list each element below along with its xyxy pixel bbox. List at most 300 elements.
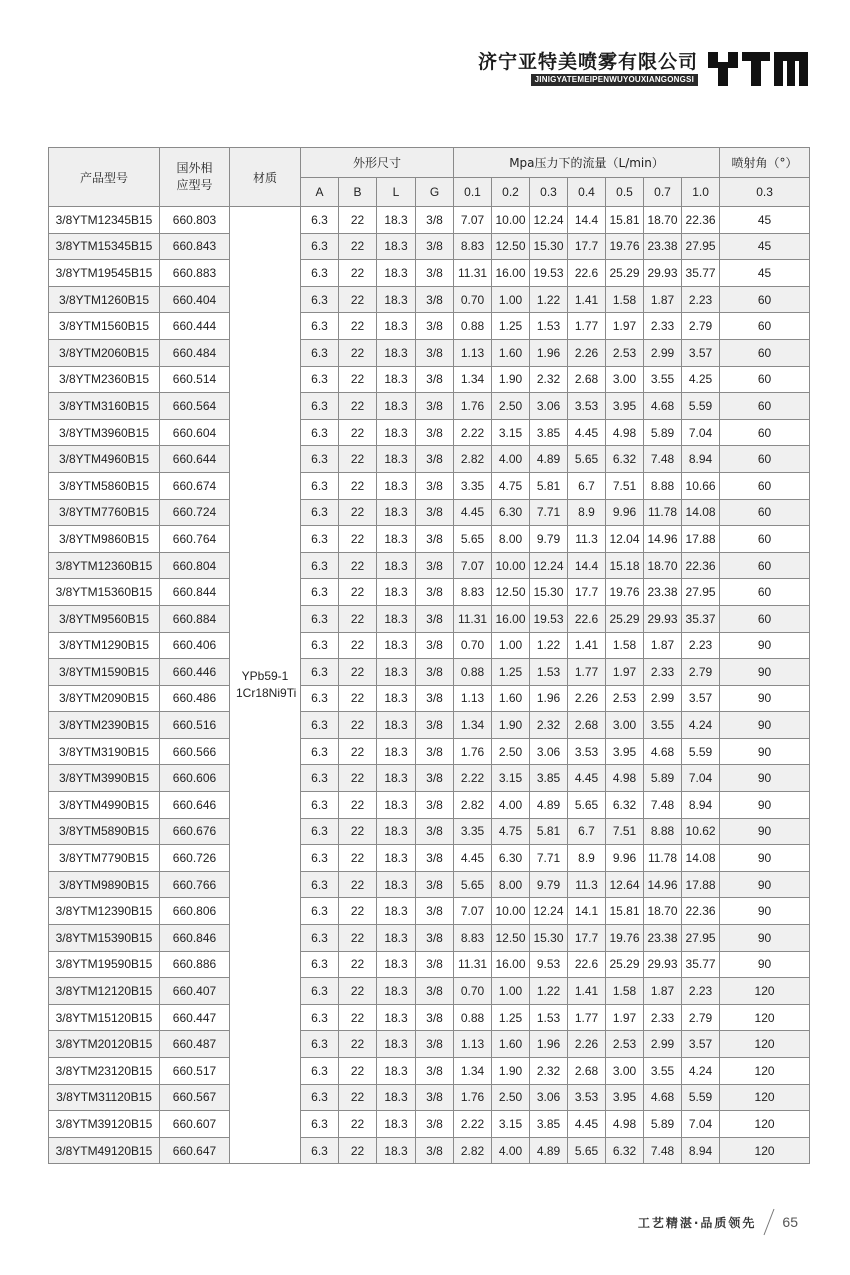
cell-flow: 2.26 bbox=[568, 1031, 606, 1058]
table-row bbox=[49, 260, 810, 287]
cell-foreign-model: 660.564 bbox=[160, 393, 230, 420]
cell-dim-l: 18.3 bbox=[377, 393, 416, 420]
cell-flow: 3.35 bbox=[454, 818, 492, 845]
cell-angle: 60 bbox=[720, 419, 810, 446]
cell-dim-b: 22 bbox=[339, 207, 377, 234]
cell-flow: 2.23 bbox=[682, 632, 720, 659]
cell-flow: 11.31 bbox=[454, 260, 492, 287]
cell-flow: 3.55 bbox=[644, 712, 682, 739]
cell-foreign-model: 660.676 bbox=[160, 818, 230, 845]
cell-flow: 15.81 bbox=[606, 207, 644, 234]
table-row bbox=[49, 1031, 810, 1058]
cell-dim-g: 3/8 bbox=[416, 792, 454, 819]
cell-dim-b: 22 bbox=[339, 260, 377, 287]
cell-flow: 9.53 bbox=[530, 951, 568, 978]
cell-flow: 8.9 bbox=[568, 845, 606, 872]
cell-flow: 7.48 bbox=[644, 1137, 682, 1164]
cell-dim-a: 6.3 bbox=[301, 1058, 339, 1085]
cell-dim-a: 6.3 bbox=[301, 632, 339, 659]
cell-dim-b: 22 bbox=[339, 818, 377, 845]
cell-dim-a: 6.3 bbox=[301, 978, 339, 1005]
cell-dim-a: 6.3 bbox=[301, 286, 339, 313]
cell-dim-a: 6.3 bbox=[301, 339, 339, 366]
cell-foreign-model: 660.644 bbox=[160, 446, 230, 473]
cell-flow: 3.15 bbox=[492, 765, 530, 792]
cell-dim-b: 22 bbox=[339, 845, 377, 872]
cell-flow: 3.53 bbox=[568, 738, 606, 765]
cell-flow: 1.00 bbox=[492, 632, 530, 659]
cell-flow: 22.36 bbox=[682, 207, 720, 234]
cell-flow: 10.00 bbox=[492, 552, 530, 579]
cell-flow: 4.25 bbox=[682, 366, 720, 393]
cell-flow: 2.33 bbox=[644, 313, 682, 340]
cell-flow: 14.4 bbox=[568, 207, 606, 234]
header-dim-l: L bbox=[377, 178, 416, 207]
cell-dim-b: 22 bbox=[339, 1084, 377, 1111]
cell-dim-l: 18.3 bbox=[377, 659, 416, 686]
cell-flow: 14.1 bbox=[568, 898, 606, 925]
cell-flow: 1.97 bbox=[606, 659, 644, 686]
cell-flow: 1.53 bbox=[530, 313, 568, 340]
cell-dim-l: 18.3 bbox=[377, 712, 416, 739]
table-row bbox=[49, 871, 810, 898]
cell-dim-a: 6.3 bbox=[301, 366, 339, 393]
cell-model: 3/8YTM12120B15 bbox=[49, 978, 160, 1005]
cell-flow: 7.04 bbox=[682, 765, 720, 792]
cell-model: 3/8YTM12345B15 bbox=[49, 207, 160, 234]
cell-foreign-model: 660.724 bbox=[160, 499, 230, 526]
cell-dim-a: 6.3 bbox=[301, 818, 339, 845]
cell-angle: 90 bbox=[720, 818, 810, 845]
cell-flow: 1.13 bbox=[454, 1031, 492, 1058]
cell-flow: 12.64 bbox=[606, 871, 644, 898]
cell-dim-g: 3/8 bbox=[416, 472, 454, 499]
cell-angle: 90 bbox=[720, 659, 810, 686]
table-row bbox=[49, 738, 810, 765]
table-row bbox=[49, 605, 810, 632]
cell-foreign-model: 660.566 bbox=[160, 738, 230, 765]
cell-dim-l: 18.3 bbox=[377, 1058, 416, 1085]
cell-flow: 1.41 bbox=[568, 286, 606, 313]
cell-flow: 2.50 bbox=[492, 1084, 530, 1111]
cell-flow: 5.59 bbox=[682, 393, 720, 420]
page-number: 65 bbox=[782, 1214, 798, 1230]
cell-flow: 19.53 bbox=[530, 605, 568, 632]
cell-flow: 5.65 bbox=[454, 871, 492, 898]
cell-dim-b: 22 bbox=[339, 393, 377, 420]
cell-flow: 9.79 bbox=[530, 871, 568, 898]
cell-flow: 3.57 bbox=[682, 339, 720, 366]
cell-dim-g: 3/8 bbox=[416, 526, 454, 553]
cell-flow: 3.00 bbox=[606, 1058, 644, 1085]
cell-flow: 9.96 bbox=[606, 845, 644, 872]
cell-model: 3/8YTM4990B15 bbox=[49, 792, 160, 819]
ytm-logo bbox=[706, 50, 810, 88]
cell-flow: 4.24 bbox=[682, 712, 720, 739]
cell-flow: 27.95 bbox=[682, 579, 720, 606]
cell-flow: 8.9 bbox=[568, 499, 606, 526]
cell-dim-g: 3/8 bbox=[416, 765, 454, 792]
cell-model: 3/8YTM5860B15 bbox=[49, 472, 160, 499]
cell-dim-a: 6.3 bbox=[301, 1111, 339, 1138]
cell-dim-l: 18.3 bbox=[377, 1084, 416, 1111]
cell-flow: 9.96 bbox=[606, 499, 644, 526]
cell-flow: 6.7 bbox=[568, 818, 606, 845]
table-row bbox=[49, 339, 810, 366]
cell-dim-b: 22 bbox=[339, 446, 377, 473]
cell-flow: 2.50 bbox=[492, 738, 530, 765]
cell-flow: 5.89 bbox=[644, 1111, 682, 1138]
cell-foreign-model: 660.646 bbox=[160, 792, 230, 819]
cell-flow: 15.18 bbox=[606, 552, 644, 579]
cell-angle: 60 bbox=[720, 366, 810, 393]
cell-flow: 3.53 bbox=[568, 393, 606, 420]
cell-flow: 1.13 bbox=[454, 685, 492, 712]
cell-flow: 4.68 bbox=[644, 1084, 682, 1111]
table-row bbox=[49, 659, 810, 686]
cell-flow: 8.94 bbox=[682, 446, 720, 473]
cell-flow: 4.68 bbox=[644, 393, 682, 420]
cell-dim-a: 6.3 bbox=[301, 207, 339, 234]
cell-flow: 19.76 bbox=[606, 233, 644, 260]
cell-dim-l: 18.3 bbox=[377, 632, 416, 659]
cell-flow: 16.00 bbox=[492, 260, 530, 287]
header-dim-a: A bbox=[301, 178, 339, 207]
page-header bbox=[478, 50, 810, 90]
cell-foreign-model: 660.567 bbox=[160, 1084, 230, 1111]
cell-flow: 4.45 bbox=[568, 1111, 606, 1138]
cell-foreign-model: 660.884 bbox=[160, 605, 230, 632]
cell-dim-l: 18.3 bbox=[377, 260, 416, 287]
cell-flow: 35.77 bbox=[682, 951, 720, 978]
cell-flow: 1.34 bbox=[454, 1058, 492, 1085]
cell-flow: 1.76 bbox=[454, 1084, 492, 1111]
cell-dim-a: 6.3 bbox=[301, 419, 339, 446]
cell-angle: 60 bbox=[720, 339, 810, 366]
cell-flow: 4.98 bbox=[606, 1111, 644, 1138]
table-row bbox=[49, 233, 810, 260]
cell-dim-g: 3/8 bbox=[416, 818, 454, 845]
cell-model: 3/8YTM15120B15 bbox=[49, 1004, 160, 1031]
cell-flow: 1.87 bbox=[644, 632, 682, 659]
table-row bbox=[49, 286, 810, 313]
header-pressure: 0.7 bbox=[644, 178, 682, 207]
cell-flow: 4.45 bbox=[568, 765, 606, 792]
cell-flow: 1.41 bbox=[568, 632, 606, 659]
cell-flow: 17.88 bbox=[682, 871, 720, 898]
cell-flow: 8.83 bbox=[454, 579, 492, 606]
cell-dim-g: 3/8 bbox=[416, 659, 454, 686]
cell-flow: 2.99 bbox=[644, 1031, 682, 1058]
cell-angle: 60 bbox=[720, 393, 810, 420]
cell-dim-l: 18.3 bbox=[377, 419, 416, 446]
cell-dim-a: 6.3 bbox=[301, 898, 339, 925]
table-row bbox=[49, 472, 810, 499]
cell-angle: 90 bbox=[720, 845, 810, 872]
cell-flow: 2.82 bbox=[454, 792, 492, 819]
cell-dim-g: 3/8 bbox=[416, 339, 454, 366]
cell-flow: 10.00 bbox=[492, 207, 530, 234]
cell-flow: 6.30 bbox=[492, 845, 530, 872]
cell-foreign-model: 660.846 bbox=[160, 925, 230, 952]
cell-flow: 7.71 bbox=[530, 845, 568, 872]
table-row bbox=[49, 499, 810, 526]
cell-dim-a: 6.3 bbox=[301, 738, 339, 765]
footer-slogan: 工艺精湛·品质领先 bbox=[637, 1215, 757, 1230]
cell-flow: 23.38 bbox=[644, 925, 682, 952]
cell-flow: 5.65 bbox=[454, 526, 492, 553]
header-pressure: 0.4 bbox=[568, 178, 606, 207]
cell-angle: 45 bbox=[720, 233, 810, 260]
cell-flow: 11.31 bbox=[454, 605, 492, 632]
cell-angle: 60 bbox=[720, 526, 810, 553]
cell-flow: 1.90 bbox=[492, 712, 530, 739]
cell-flow: 4.45 bbox=[568, 419, 606, 446]
cell-foreign-model: 660.516 bbox=[160, 712, 230, 739]
cell-flow: 17.7 bbox=[568, 233, 606, 260]
cell-flow: 27.95 bbox=[682, 925, 720, 952]
cell-dim-g: 3/8 bbox=[416, 738, 454, 765]
cell-flow: 12.04 bbox=[606, 526, 644, 553]
cell-flow: 3.85 bbox=[530, 765, 568, 792]
cell-dim-l: 18.3 bbox=[377, 233, 416, 260]
cell-flow: 1.25 bbox=[492, 313, 530, 340]
cell-foreign-model: 660.404 bbox=[160, 286, 230, 313]
cell-angle: 120 bbox=[720, 1137, 810, 1164]
cell-dim-a: 6.3 bbox=[301, 552, 339, 579]
cell-angle: 120 bbox=[720, 1004, 810, 1031]
cell-flow: 1.90 bbox=[492, 1058, 530, 1085]
cell-flow: 18.70 bbox=[644, 898, 682, 925]
cell-foreign-model: 660.844 bbox=[160, 579, 230, 606]
cell-dim-g: 3/8 bbox=[416, 685, 454, 712]
cell-flow: 1.76 bbox=[454, 393, 492, 420]
cell-flow: 1.13 bbox=[454, 339, 492, 366]
cell-flow: 11.78 bbox=[644, 499, 682, 526]
cell-dim-g: 3/8 bbox=[416, 579, 454, 606]
cell-flow: 0.88 bbox=[454, 1004, 492, 1031]
cell-dim-a: 6.3 bbox=[301, 260, 339, 287]
table-row bbox=[49, 1111, 810, 1138]
cell-dim-l: 18.3 bbox=[377, 685, 416, 712]
cell-dim-a: 6.3 bbox=[301, 499, 339, 526]
cell-model: 3/8YTM2360B15 bbox=[49, 366, 160, 393]
cell-flow: 1.76 bbox=[454, 738, 492, 765]
cell-flow: 2.82 bbox=[454, 1137, 492, 1164]
cell-flow: 4.45 bbox=[454, 499, 492, 526]
cell-dim-a: 6.3 bbox=[301, 712, 339, 739]
cell-flow: 5.89 bbox=[644, 765, 682, 792]
cell-flow: 19.76 bbox=[606, 579, 644, 606]
cell-model: 3/8YTM1590B15 bbox=[49, 659, 160, 686]
cell-flow: 2.82 bbox=[454, 446, 492, 473]
header-material: 材质 bbox=[230, 148, 301, 207]
cell-flow: 4.45 bbox=[454, 845, 492, 872]
cell-foreign-model: 660.726 bbox=[160, 845, 230, 872]
cell-dim-l: 18.3 bbox=[377, 605, 416, 632]
cell-foreign-model: 660.766 bbox=[160, 871, 230, 898]
cell-flow: 1.22 bbox=[530, 632, 568, 659]
cell-flow: 2.79 bbox=[682, 659, 720, 686]
cell-dim-b: 22 bbox=[339, 1004, 377, 1031]
cell-foreign-model: 660.607 bbox=[160, 1111, 230, 1138]
cell-flow: 3.00 bbox=[606, 366, 644, 393]
header-pressure: 0.3 bbox=[530, 178, 568, 207]
cell-model: 3/8YTM3190B15 bbox=[49, 738, 160, 765]
cell-flow: 3.55 bbox=[644, 366, 682, 393]
cell-dim-l: 18.3 bbox=[377, 898, 416, 925]
cell-flow: 17.88 bbox=[682, 526, 720, 553]
divider-slash-icon bbox=[762, 1207, 776, 1237]
header-angle: 喷射角（°） bbox=[720, 148, 810, 178]
cell-flow: 2.26 bbox=[568, 339, 606, 366]
cell-dim-b: 22 bbox=[339, 792, 377, 819]
cell-dim-l: 18.3 bbox=[377, 925, 416, 952]
header-model: 产品型号 bbox=[49, 148, 160, 207]
cell-flow: 2.32 bbox=[530, 366, 568, 393]
cell-dim-g: 3/8 bbox=[416, 207, 454, 234]
cell-flow: 15.81 bbox=[606, 898, 644, 925]
cell-flow: 1.90 bbox=[492, 366, 530, 393]
cell-flow: 0.88 bbox=[454, 659, 492, 686]
cell-flow: 1.00 bbox=[492, 978, 530, 1005]
cell-flow: 1.34 bbox=[454, 366, 492, 393]
cell-dim-g: 3/8 bbox=[416, 925, 454, 952]
cell-dim-g: 3/8 bbox=[416, 286, 454, 313]
cell-model: 3/8YTM20120B15 bbox=[49, 1031, 160, 1058]
cell-flow: 19.76 bbox=[606, 925, 644, 952]
cell-dim-l: 18.3 bbox=[377, 552, 416, 579]
cell-flow: 1.60 bbox=[492, 1031, 530, 1058]
cell-foreign-model: 660.514 bbox=[160, 366, 230, 393]
cell-material: YPb59-1 1Cr18Ni9Ti bbox=[230, 207, 301, 1164]
header-pressure: 1.0 bbox=[682, 178, 720, 207]
cell-dim-g: 3/8 bbox=[416, 1031, 454, 1058]
cell-flow: 1.97 bbox=[606, 1004, 644, 1031]
cell-flow: 6.32 bbox=[606, 1137, 644, 1164]
cell-flow: 7.48 bbox=[644, 792, 682, 819]
cell-flow: 23.38 bbox=[644, 233, 682, 260]
cell-flow: 1.58 bbox=[606, 978, 644, 1005]
cell-dim-b: 22 bbox=[339, 366, 377, 393]
cell-flow: 3.35 bbox=[454, 472, 492, 499]
cell-dim-l: 18.3 bbox=[377, 871, 416, 898]
cell-flow: 6.30 bbox=[492, 499, 530, 526]
cell-dim-b: 22 bbox=[339, 499, 377, 526]
cell-angle: 90 bbox=[720, 765, 810, 792]
cell-dim-g: 3/8 bbox=[416, 552, 454, 579]
cell-dim-g: 3/8 bbox=[416, 871, 454, 898]
spec-body bbox=[49, 207, 810, 1164]
cell-dim-a: 6.3 bbox=[301, 472, 339, 499]
cell-flow: 3.57 bbox=[682, 1031, 720, 1058]
cell-model: 3/8YTM9860B15 bbox=[49, 526, 160, 553]
table-row bbox=[49, 898, 810, 925]
cell-model: 3/8YTM3160B15 bbox=[49, 393, 160, 420]
cell-dim-g: 3/8 bbox=[416, 419, 454, 446]
cell-dim-a: 6.3 bbox=[301, 685, 339, 712]
cell-flow: 3.53 bbox=[568, 1084, 606, 1111]
cell-flow: 1.77 bbox=[568, 1004, 606, 1031]
table-row bbox=[49, 552, 810, 579]
cell-flow: 7.04 bbox=[682, 419, 720, 446]
cell-model: 3/8YTM1290B15 bbox=[49, 632, 160, 659]
cell-dim-a: 6.3 bbox=[301, 605, 339, 632]
cell-flow: 4.75 bbox=[492, 472, 530, 499]
cell-flow: 1.77 bbox=[568, 659, 606, 686]
company-name: 济宁亚特美喷雾有限公司 bbox=[477, 51, 698, 73]
cell-dim-l: 18.3 bbox=[377, 472, 416, 499]
cell-angle: 120 bbox=[720, 1111, 810, 1138]
cell-dim-b: 22 bbox=[339, 233, 377, 260]
cell-flow: 0.70 bbox=[454, 632, 492, 659]
cell-model: 3/8YTM31120B15 bbox=[49, 1084, 160, 1111]
cell-flow: 2.68 bbox=[568, 366, 606, 393]
cell-flow: 4.24 bbox=[682, 1058, 720, 1085]
cell-flow: 2.79 bbox=[682, 313, 720, 340]
cell-flow: 2.32 bbox=[530, 712, 568, 739]
cell-angle: 90 bbox=[720, 898, 810, 925]
cell-dim-l: 18.3 bbox=[377, 1031, 416, 1058]
cell-model: 3/8YTM12360B15 bbox=[49, 552, 160, 579]
cell-flow: 2.22 bbox=[454, 1111, 492, 1138]
cell-dim-b: 22 bbox=[339, 419, 377, 446]
cell-flow: 5.89 bbox=[644, 419, 682, 446]
cell-model: 3/8YTM2390B15 bbox=[49, 712, 160, 739]
cell-dim-l: 18.3 bbox=[377, 313, 416, 340]
cell-flow: 2.53 bbox=[606, 1031, 644, 1058]
cell-model: 3/8YTM15345B15 bbox=[49, 233, 160, 260]
cell-flow: 8.94 bbox=[682, 1137, 720, 1164]
header-pressure: 0.5 bbox=[606, 178, 644, 207]
cell-dim-b: 22 bbox=[339, 526, 377, 553]
cell-flow: 6.32 bbox=[606, 446, 644, 473]
cell-angle: 60 bbox=[720, 313, 810, 340]
cell-flow: 11.78 bbox=[644, 845, 682, 872]
cell-flow: 7.07 bbox=[454, 898, 492, 925]
header-foreign-model bbox=[160, 148, 230, 207]
cell-model: 3/8YTM3960B15 bbox=[49, 419, 160, 446]
cell-flow: 27.95 bbox=[682, 233, 720, 260]
cell-flow: 5.81 bbox=[530, 818, 568, 845]
cell-dim-b: 22 bbox=[339, 579, 377, 606]
cell-dim-l: 18.3 bbox=[377, 499, 416, 526]
cell-dim-a: 6.3 bbox=[301, 579, 339, 606]
cell-flow: 3.85 bbox=[530, 419, 568, 446]
table-row bbox=[49, 792, 810, 819]
cell-angle: 45 bbox=[720, 260, 810, 287]
cell-dim-l: 18.3 bbox=[377, 951, 416, 978]
cell-foreign-model: 660.486 bbox=[160, 685, 230, 712]
cell-flow: 22.6 bbox=[568, 260, 606, 287]
cell-angle: 90 bbox=[720, 925, 810, 952]
cell-flow: 1.53 bbox=[530, 659, 568, 686]
cell-foreign-model: 660.764 bbox=[160, 526, 230, 553]
table-row bbox=[49, 393, 810, 420]
cell-flow: 12.24 bbox=[530, 898, 568, 925]
cell-dim-l: 18.3 bbox=[377, 286, 416, 313]
table-row bbox=[49, 765, 810, 792]
table-row bbox=[49, 925, 810, 952]
cell-model: 3/8YTM1560B15 bbox=[49, 313, 160, 340]
cell-flow: 19.53 bbox=[530, 260, 568, 287]
cell-flow: 4.00 bbox=[492, 792, 530, 819]
cell-foreign-model: 660.447 bbox=[160, 1004, 230, 1031]
cell-flow: 3.06 bbox=[530, 1084, 568, 1111]
cell-flow: 15.30 bbox=[530, 233, 568, 260]
cell-dim-l: 18.3 bbox=[377, 526, 416, 553]
cell-model: 3/8YTM15360B15 bbox=[49, 579, 160, 606]
